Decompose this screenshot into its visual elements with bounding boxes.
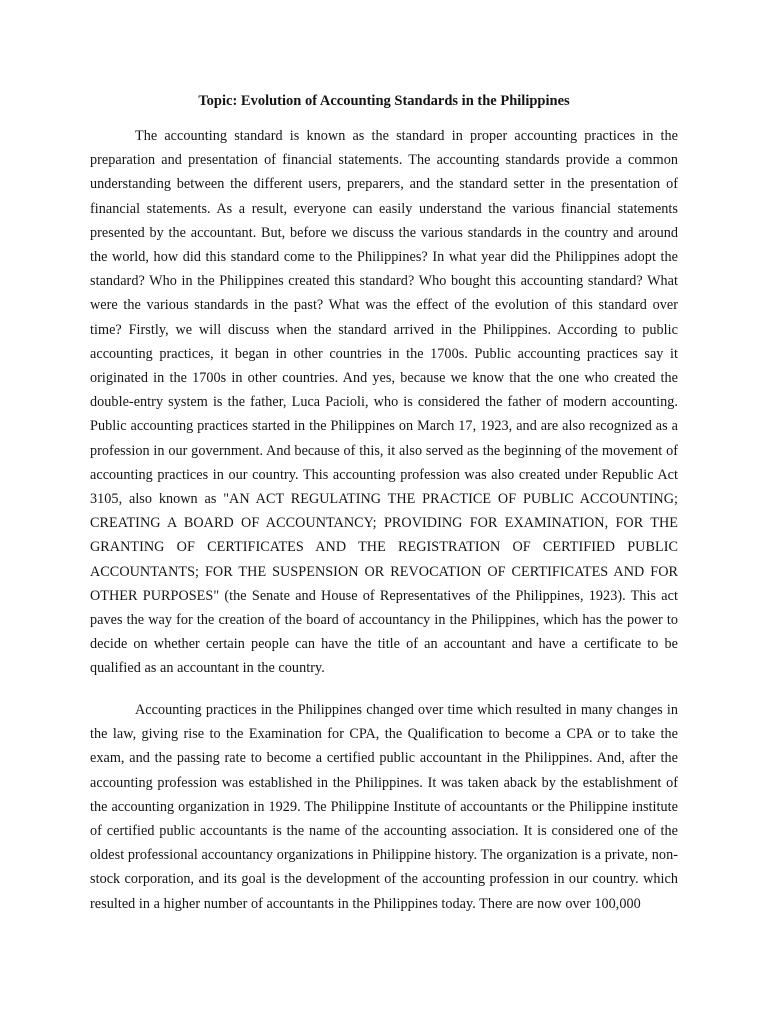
document-title: Topic: Evolution of Accounting Standards in the Philippines [198, 93, 570, 109]
paragraph-1: The accounting standard is known as the standard in proper accounting practices in the preparation and presentation of financial statements. The accounting standards provide a common understanding between the different users, preparers, and the standard setter in the presentation of financial statements. As a result, everyone can easily understand the various financial statements presented by the accountant. But, before we discuss the various standards in the country and around the world, how did this standard come to the Philippines? In what year did the Philippines adopt the standard? Who in the Philippines created this standard? Who bought this accounting standard? What were the various standards in the past? What was the effect of the evolution of this standard over time? Firstly, we will discuss when the standard arrived in the Philippines. According to public accounting practices, it began in other countries in the 1700s. Public accounting practices say it originated in the 1700s in other countries. And yes, because we know that the one who created the double-entry system is the father, Luca Pacioli, who is considered the father of modern accounting. Public accounting practices started in the Philippines on March 17, 1923, and are also recognized as a profession in our government. And because of this, it also served as the beginning of the movement of accounting practices in our country. This accounting profession was also created under Republic Act 3105, also known as "AN ACT REGULATING THE PRACTICE OF PUBLIC ACCOUNTING; CREATING A BOARD OF ACCOUNTANCY; PROVIDING FOR EXAMINATION, FOR THE GRANTING OF CERTIFICATES AND THE REGISTRATION OF CERTIFIED PUBLIC ACCOUNTANTS; FOR THE SUSPENSION OR REVOCATION OF CERTIFICATES AND FOR OTHER PURPOSES" (the Senate and House of Representatives of the Philippines, 1923). This act paves the way for the creation of the board of accountancy in the Philippines, which has the power to decide on whether certain people can have the title of an accountant and have a certificate to be qualified as an accountant in the country. [90, 128, 678, 677]
paragraph-2: Accounting practices in the Philippines changed over time which resulted in many changes in the law, giving rise to the Examination for CPA, the Qualification to become a CPA or to take the exam, and the passing rate to become a certified public accountant in the Philippines. And, after the accounting profession was established in the Philippines. It was taken aback by the establishment of the accounting organization in 1929. The Philippine Institute of accountants or the Philippine institute of certified public accountants is the name of the accounting association. It is considered one of the oldest professional accountancy organizations in Philippine history. The organization is a private, non-stock corporation, and its goal is the development of the accounting profession in our country. which resulted in a higher number of accountants in the Philippines today. There are now over 100,000 [90, 702, 678, 912]
